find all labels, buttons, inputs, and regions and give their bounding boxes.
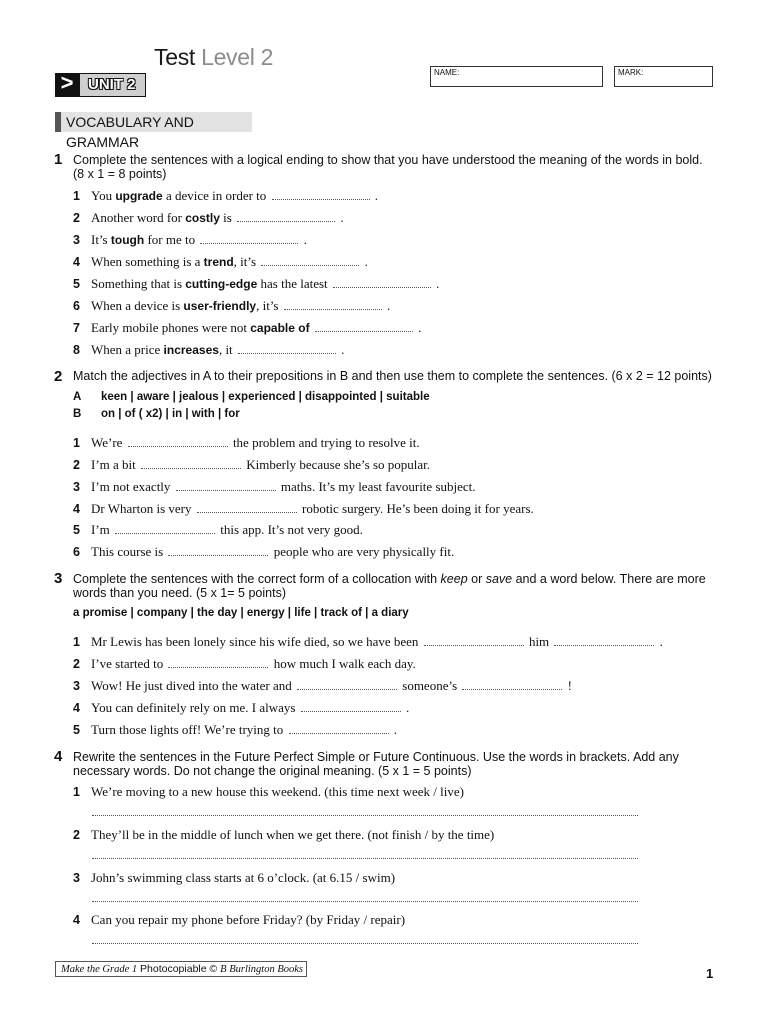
section-title: VOCABULARY AND GRAMMAR (55, 112, 252, 132)
item-text-pre: I’ve started to (91, 656, 167, 671)
item-text-post: Kimberly because she’s so popular. (243, 457, 431, 472)
item-text-pre: When something is a (91, 254, 204, 269)
answer-blank[interactable] (168, 545, 268, 556)
answer-line[interactable] (92, 901, 638, 902)
answer-blank[interactable] (238, 343, 336, 354)
q1-points: (8 x 1 = 8 points) (73, 166, 167, 181)
item-text (91, 210, 344, 226)
item-number: 5 (73, 723, 80, 737)
unit-badge (55, 70, 146, 97)
item-text (91, 784, 464, 800)
answer-blank[interactable] (462, 679, 562, 690)
item-text (91, 870, 395, 886)
q2-box-b-words: on | of ( x2) | in | with | for (101, 408, 240, 420)
answer-line[interactable] (92, 815, 638, 816)
item-text-pre: I’m not exactly (91, 479, 174, 494)
q2-box-b-key: B (73, 408, 82, 420)
answer-line[interactable] (92, 858, 638, 859)
item-text-post: robotic surgery. He’s been doing it for years. (298, 501, 534, 516)
answer-blank[interactable] (115, 523, 215, 534)
item-text-post: for me to (144, 232, 199, 247)
answer-blank[interactable] (168, 657, 268, 668)
q2-box-b (73, 407, 240, 421)
q3-or: or (467, 572, 486, 586)
answer-blank[interactable] (315, 321, 413, 332)
item-number: 5 (73, 277, 80, 291)
footer-brand: Make the Grade 1 (61, 964, 138, 975)
answer-blank[interactable] (237, 211, 335, 222)
item-text (91, 254, 368, 270)
item-text (91, 656, 416, 672)
item-number: 2 (73, 657, 80, 671)
item-number: 2 (73, 458, 80, 472)
item-bold-word: user-friendly (183, 299, 257, 313)
item-text-pre: We’re (91, 435, 126, 450)
item-text-pre: I’m a bit (91, 457, 140, 472)
item-number: 1 (73, 436, 80, 450)
answer-blank[interactable] (289, 723, 389, 734)
footer-publisher: B Burlington Books (220, 964, 303, 975)
q2-box-a (73, 390, 430, 404)
item-text: They’ll be in the middle of lunch when we get there. (not finish / by the time) (91, 827, 495, 842)
item-text-pre: Early mobile phones were not (91, 320, 251, 335)
item-text-pre: It’s (91, 232, 111, 247)
item-text-pre: Something that is (91, 276, 186, 291)
q2-number: 2 (54, 368, 63, 385)
item-text-post: . (656, 634, 663, 649)
item-number: 4 (73, 701, 80, 715)
item-text-end: . (337, 210, 344, 225)
item-text (91, 544, 454, 560)
q2-instruction: Match the adjectives in A to their prepositions in B and then use them to complete the sentences. (6 x 2 = 12 points) (73, 369, 712, 383)
item-text-pre: You can definitely rely on me. I always (91, 700, 299, 715)
item-bold-word: costly (185, 211, 220, 225)
q3-word-box: a promise | company | the day | energy | life | track of | a diary (73, 607, 409, 619)
answer-blank[interactable] (261, 255, 359, 266)
mark-field[interactable] (614, 66, 713, 87)
item-text (91, 522, 363, 538)
item-text-end: . (371, 188, 379, 203)
item-text-end: . (383, 298, 391, 313)
item-number: 1 (73, 635, 80, 649)
item-text-mid: him (525, 634, 553, 649)
q4-instruction: Rewrite the sentences in the Future Perfect Simple or Future Continuous. Use the words in brackets. Add any necessary words. Do not change the original meaning. (5 x 1 = 5 points) (73, 750, 679, 778)
item-text-pre: Turn those lights off! We’re trying to (91, 722, 287, 737)
item-text-post: , it’s (233, 254, 260, 269)
item-text (91, 912, 405, 928)
q4-number: 4 (54, 748, 63, 765)
item-text-post: , it’s (256, 298, 282, 313)
item-text (91, 501, 534, 517)
name-field[interactable] (430, 66, 603, 87)
item-text-post: maths. It’s my least favourite subject. (277, 479, 476, 494)
item-number: 3 (73, 679, 80, 693)
item-text-post: this app. It’s not very good. (217, 522, 363, 537)
test-title (154, 42, 273, 72)
item-number: 4 (73, 502, 80, 516)
item-number: 3 (73, 480, 80, 494)
item-text-post (310, 320, 313, 335)
item-bold-word: tough (110, 233, 145, 247)
item-text-post: , it (218, 342, 236, 357)
item-text (91, 457, 430, 473)
item-number: 6 (73, 545, 80, 559)
item-bold-word: capable of (250, 321, 310, 335)
item-bold-word: increases (163, 343, 219, 357)
item-text-pre: I’m (91, 522, 114, 537)
q3-number: 3 (54, 570, 63, 587)
q2-box-a-words: keen | aware | jealous | experienced | disappointed | suitable (101, 391, 430, 403)
item-text-mid: someone’s (399, 678, 461, 693)
item-text-end: . (432, 276, 440, 291)
item-text (91, 276, 439, 292)
page-number: 1 (706, 966, 714, 981)
item-text (91, 298, 390, 314)
item-number: 3 (73, 871, 80, 885)
item-text-end: . (361, 254, 368, 269)
item-text: John’s swimming class starts at 6 o’clock. (at 6.15 / swim) (91, 870, 396, 885)
item-text (91, 479, 476, 495)
item-number: 3 (73, 233, 80, 247)
item-bold-word: trend (203, 255, 234, 269)
item-text-post: a device in order to (162, 188, 270, 203)
answer-blank[interactable] (333, 277, 431, 288)
item-text (91, 435, 420, 451)
footer-text: Photocopiable © (137, 963, 221, 975)
footer-credit (55, 961, 307, 977)
answer-blank[interactable] (200, 233, 298, 244)
item-number: 1 (73, 785, 80, 799)
item-text-pre: This course is (91, 544, 167, 559)
item-number: 7 (73, 321, 80, 335)
answer-blank[interactable] (272, 189, 370, 200)
answer-blank[interactable] (301, 701, 401, 712)
item-number: 1 (73, 189, 80, 203)
q3-instruction-pre: Complete the sentences with the correct form of a collocation with (73, 572, 441, 586)
item-number: 5 (73, 523, 80, 537)
mark-label: MARK: (618, 68, 644, 77)
q1-instruction (73, 154, 713, 181)
item-text-pre: Another word for (91, 210, 186, 225)
q3-keep: keep (440, 572, 468, 586)
q3-instruction-post: and a word below. There are more words than you need. (5 x 1= 5 points) (73, 572, 706, 600)
unit-arrow-icon: > (55, 73, 79, 97)
title-level: Level 2 (201, 44, 274, 70)
q1-number: 1 (54, 151, 63, 168)
q1-instruction-text: Complete the sentences with a logical ending to show that you have understood the meaning of the words in bold. (73, 153, 703, 167)
item-text-end: . (337, 342, 345, 357)
item-bold-word: cutting-edge (185, 277, 258, 291)
item-text (91, 188, 378, 204)
answer-blank[interactable] (128, 436, 228, 447)
answer-line[interactable] (92, 943, 638, 944)
item-text-pre: You (91, 188, 116, 203)
title-main: Test (154, 44, 195, 70)
item-text-pre: When a price (91, 342, 164, 357)
unit-label: UNIT 2 (79, 73, 146, 97)
item-bold-word: upgrade (115, 189, 163, 203)
item-text (91, 634, 663, 650)
answer-blank[interactable] (554, 635, 654, 646)
item-text-end: . (300, 232, 307, 247)
item-text-post: . (390, 722, 398, 737)
item-text (91, 827, 494, 843)
item-number: 4 (73, 255, 80, 269)
answer-blank[interactable] (197, 502, 297, 513)
item-number: 2 (73, 211, 80, 225)
item-text (91, 232, 307, 248)
item-text-post: . (402, 700, 410, 715)
answer-blank[interactable] (141, 458, 241, 469)
item-text-post: how much I walk each day. (270, 656, 416, 671)
item-number: 4 (73, 913, 80, 927)
item-text (91, 722, 397, 738)
item-text-post: is (219, 210, 236, 225)
item-text-pre: Wow! He just dived into the water and (91, 678, 296, 693)
item-text (91, 678, 572, 694)
item-text-pre: Mr Lewis has been lonely since his wife died, so we have been (91, 634, 422, 649)
q2-box-a-key: A (73, 391, 82, 403)
item-number: 6 (73, 299, 80, 313)
item-text: Can you repair my phone before Friday? (by Friday / repair) (91, 912, 406, 927)
name-label: NAME: (434, 68, 460, 77)
item-text-post: ! (564, 678, 572, 693)
item-text (91, 342, 344, 358)
q3-instruction (73, 573, 713, 600)
item-number: 8 (73, 343, 80, 357)
answer-blank[interactable] (284, 299, 382, 310)
answer-blank[interactable] (424, 635, 524, 646)
item-text (91, 700, 409, 716)
item-text-post: has the latest (257, 276, 331, 291)
answer-blank[interactable] (176, 480, 276, 491)
item-number: 2 (73, 828, 80, 842)
q3-save: save (485, 572, 513, 586)
answer-blank[interactable] (297, 679, 397, 690)
item-text-end: . (414, 320, 422, 335)
item-text: We’re moving to a new house this weekend. (this time next week / live) (91, 784, 464, 799)
item-text (91, 320, 421, 336)
item-text-post: the problem and trying to resolve it. (229, 435, 420, 450)
item-text-pre: When a device is (91, 298, 184, 313)
item-text-post: people who are very physically fit. (270, 544, 455, 559)
item-text-pre: Dr Wharton is very (91, 501, 195, 516)
